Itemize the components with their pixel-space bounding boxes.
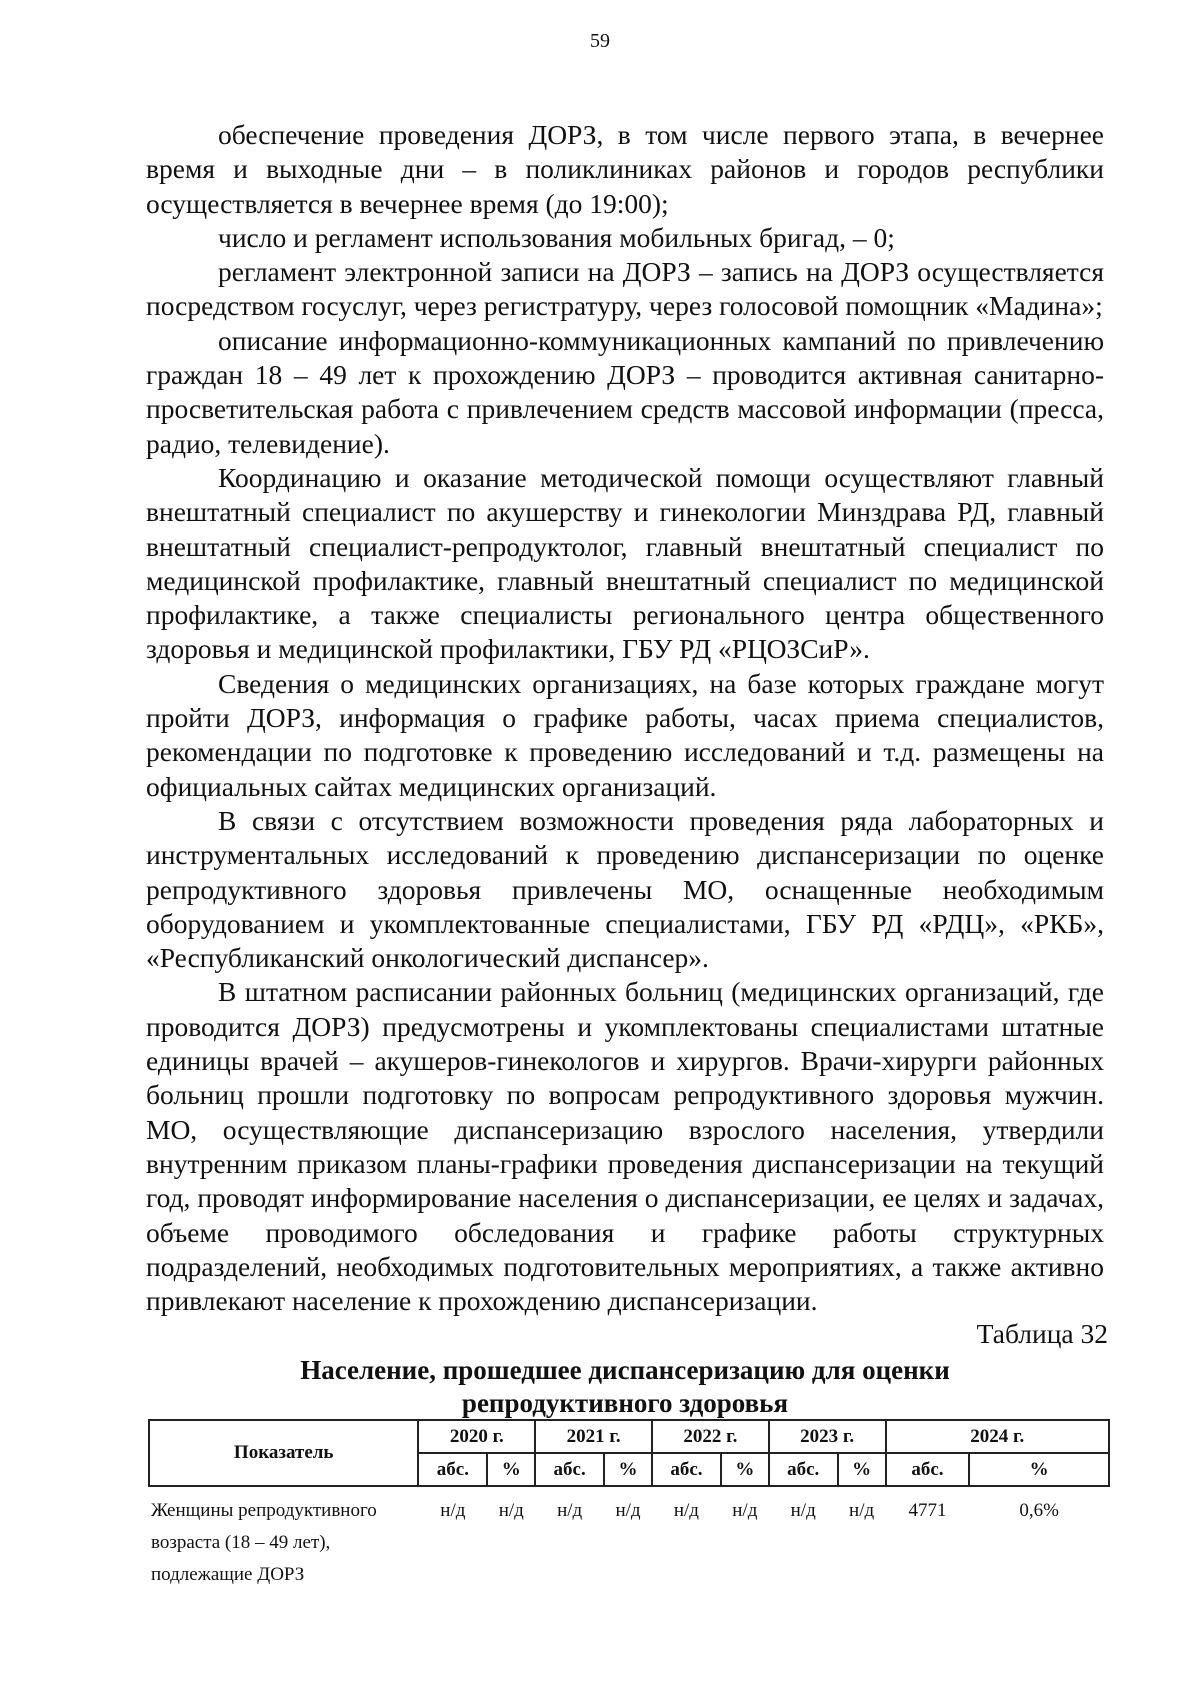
table-cell: н/д <box>849 1500 875 1521</box>
paragraph: регламент электронной записи на ДОРЗ – запись на ДОРЗ осуществляется посредством госуслуг, через регистратуру, через голосовой помощник «Мадина»; <box>146 256 1104 322</box>
header-abs: абс. <box>418 1453 487 1486</box>
table-cell: н/д <box>440 1500 466 1521</box>
header-abs: абс. <box>652 1453 721 1486</box>
paragraph: Координацию и оказание методической помощи осуществляют главный внештатный специалист по акушерству и гинекологии Минздрава РД, главный внештатный специалист-репродуктолог, главный внештатный специалист по медицинской профилактике, главный внештатный специалист по медицинской профилактике, а также специалисты регионального центра общественного здоровья и медицинской профилактики, ГБУ РД «РЦОЗСиР». <box>146 461 1104 665</box>
table-cell: н/д <box>673 1500 699 1521</box>
header-year: 2023 г. <box>769 1420 886 1453</box>
table-title-line: Население, прошедшее диспансеризацию для оценки <box>300 1355 950 1385</box>
paragraph: В связи с отсутствием возможности проведения ряда лабораторных и инструментальных исследований к проведению диспансеризации по оценке репродуктивного здоровья привлечены МО, оснащенные необходимым оборудованием и укомплектованные специалистами, ГБУ РД «РДЦ», «РКБ», «Республиканский онкологический диспансер». <box>146 804 1104 974</box>
table-title <box>146 1354 1104 1420</box>
paragraph: число и регламент использования мобильных бригад, – 0; <box>218 221 895 253</box>
table-title-line: репродуктивного здоровья <box>461 1388 789 1418</box>
header-abs: абс. <box>886 1453 970 1486</box>
table-cell: н/д <box>498 1500 524 1521</box>
table-cell: 0,6% <box>1019 1500 1059 1521</box>
header-year: 2020 г. <box>418 1420 535 1453</box>
header-year: 2021 г. <box>535 1420 652 1453</box>
header-indicator: Показатель <box>149 1420 418 1486</box>
table-row <box>149 1486 1109 1591</box>
header-pct: % <box>604 1453 652 1486</box>
table-header-row <box>149 1420 1109 1453</box>
paragraph: Сведения о медицинских организациях, на базе которых граждане могут пройти ДОРЗ, информация о графике работы, часах приема специалистов, рекомендации по подготовке к проведению исследований и т.д. размещены на официальных сайтах медицинских организаций. <box>146 667 1104 802</box>
header-pct: % <box>969 1453 1109 1486</box>
paragraph: В штатном расписании районных больниц (медицинских организаций, где проводится ДОРЗ) предусмотрены и укомплектованы специалистами штатные единицы врачей – акушеров-гинекологов и хирургов. Врачи-хирурги районных больниц прошли подготовку по вопросам репродуктивного здоровья мужчин. МО, осуществляющие диспансеризацию взрослого населения, утвердили внутренним приказом планы-графики проведения диспансеризации на текущий год, проводят информирование населения о диспансеризации, ее целях и задачах, объеме проводимого обследования и графике работы структурных подразделений, необходимых подготовительных мероприятиях, а также активно привлекают население к прохождению диспансеризации. <box>146 976 1104 1317</box>
paragraph: описание информационно-коммуникационных кампаний по привлечению граждан 18 – 49 лет к прохождению ДОРЗ – проводится активная санитарно-просветительская работа с привлечением средств массовой информации (пресса, радио, телевидение). <box>146 324 1104 459</box>
data-table <box>148 1419 1110 1591</box>
table-cell: 4771 <box>908 1500 947 1521</box>
table-cell: н/д <box>557 1500 583 1521</box>
header-abs: абс. <box>535 1453 604 1486</box>
table-cell: н/д <box>732 1500 758 1521</box>
header-year: 2022 г. <box>652 1420 769 1453</box>
table-cell: н/д <box>615 1500 641 1521</box>
body-text <box>146 118 1104 1318</box>
header-pct: % <box>721 1453 769 1486</box>
header-abs: абс. <box>769 1453 838 1486</box>
paragraph: обеспечение проведения ДОРЗ, в том числе первого этапа, в вечернее время и выходные дни – в поликлиниках районов и городов республики осуществляется в вечернее время (до 19:00); <box>146 119 1104 219</box>
row-label: Женщины репродуктивного возраста (18 – 49 лет), подлежащие ДОРЗ <box>151 1500 377 1585</box>
page-number: 59 <box>590 30 610 52</box>
table-cell: н/д <box>790 1500 816 1521</box>
header-pct: % <box>838 1453 886 1486</box>
table-caption: Таблица 32 <box>976 1318 1108 1349</box>
header-year: 2024 г. <box>886 1420 1109 1453</box>
header-pct: % <box>487 1453 535 1486</box>
